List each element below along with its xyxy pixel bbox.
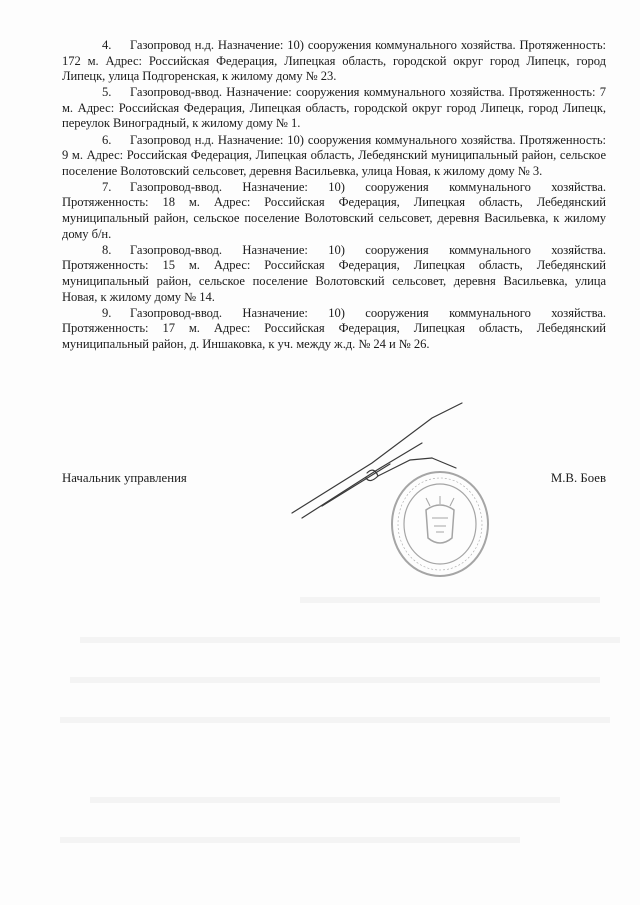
item-text: Газопровод-ввод. Назначение: сооружения коммунального хозяйства. Протяженность: 7 м. Адрес: Российская Федерация, Липецкая область, городской округ город Липецк, город Липецк, переулок Виноградный, к жилому дому № 1.	[62, 85, 606, 131]
item-text: Газопровод н.д. Назначение: 10) сооружения коммунального хозяйства. Протяженность: 9 м. Адрес: Российская Федерация, Липецкая область, Лебедянский муниципальный район, сельское поселение Волотовский сельсовет, деревня Васильевка, улица Новая, к жилому дому № 3.	[62, 132, 606, 178]
item-text: Газопровод-ввод. Назначение: 10) сооружения коммунального хозяйства. Протяженность: 15 м. Адрес: Российская Федерация, Липецкая область, Лебедянский муниципальный район, сельское поселение Волотовский сельсовет, деревня Васильевка, улица Новая, к жилому дому № 14.	[62, 242, 606, 304]
item-number: 6.	[102, 132, 112, 147]
signatory-title: Начальник управления	[62, 471, 187, 485]
list-item	[62, 133, 606, 180]
signatory-name: М.В. Боев	[550, 471, 606, 485]
item-text: Газопровод-ввод. Назначение: 10) сооружения коммунального хозяйства. Протяженность: 18 м. Адрес: Российская Федерация, Липецкая область, Лебедянский муниципальный район, сельское поселение Волотовский сельсовет, деревня Васильевка, к жилому дому б/н.	[62, 179, 606, 241]
list-item	[62, 85, 606, 132]
list-item	[62, 180, 606, 242]
item-text: Газопровод-ввод. Назначение: 10) сооружения коммунального хозяйства. Протяженность: 17 м. Адрес: Российская Федерация, Липецкая область, Лебедянский муниципальный район, д. Иншаковка, к уч. между ж.д. № 24 и № 26.	[62, 305, 606, 351]
list-item	[62, 38, 606, 85]
item-number: 5.	[102, 85, 112, 100]
item-number: 8.	[102, 242, 112, 257]
list-item	[62, 306, 606, 353]
item-text: Газопровод н.д. Назначение: 10) сооружения коммунального хозяйства. Протяженность: 172 м. Адрес: Российская Федерация, Липецкая область, городской округ город Липецк, город Липецк, улица Подгоренская, к жилому дому № 23.	[62, 38, 606, 84]
items-list	[62, 38, 606, 353]
item-number: 4.	[102, 38, 112, 52]
item-number: 9.	[102, 305, 112, 320]
handwritten-signature	[282, 398, 482, 548]
list-item	[62, 243, 606, 305]
item-number: 7.	[102, 179, 112, 194]
